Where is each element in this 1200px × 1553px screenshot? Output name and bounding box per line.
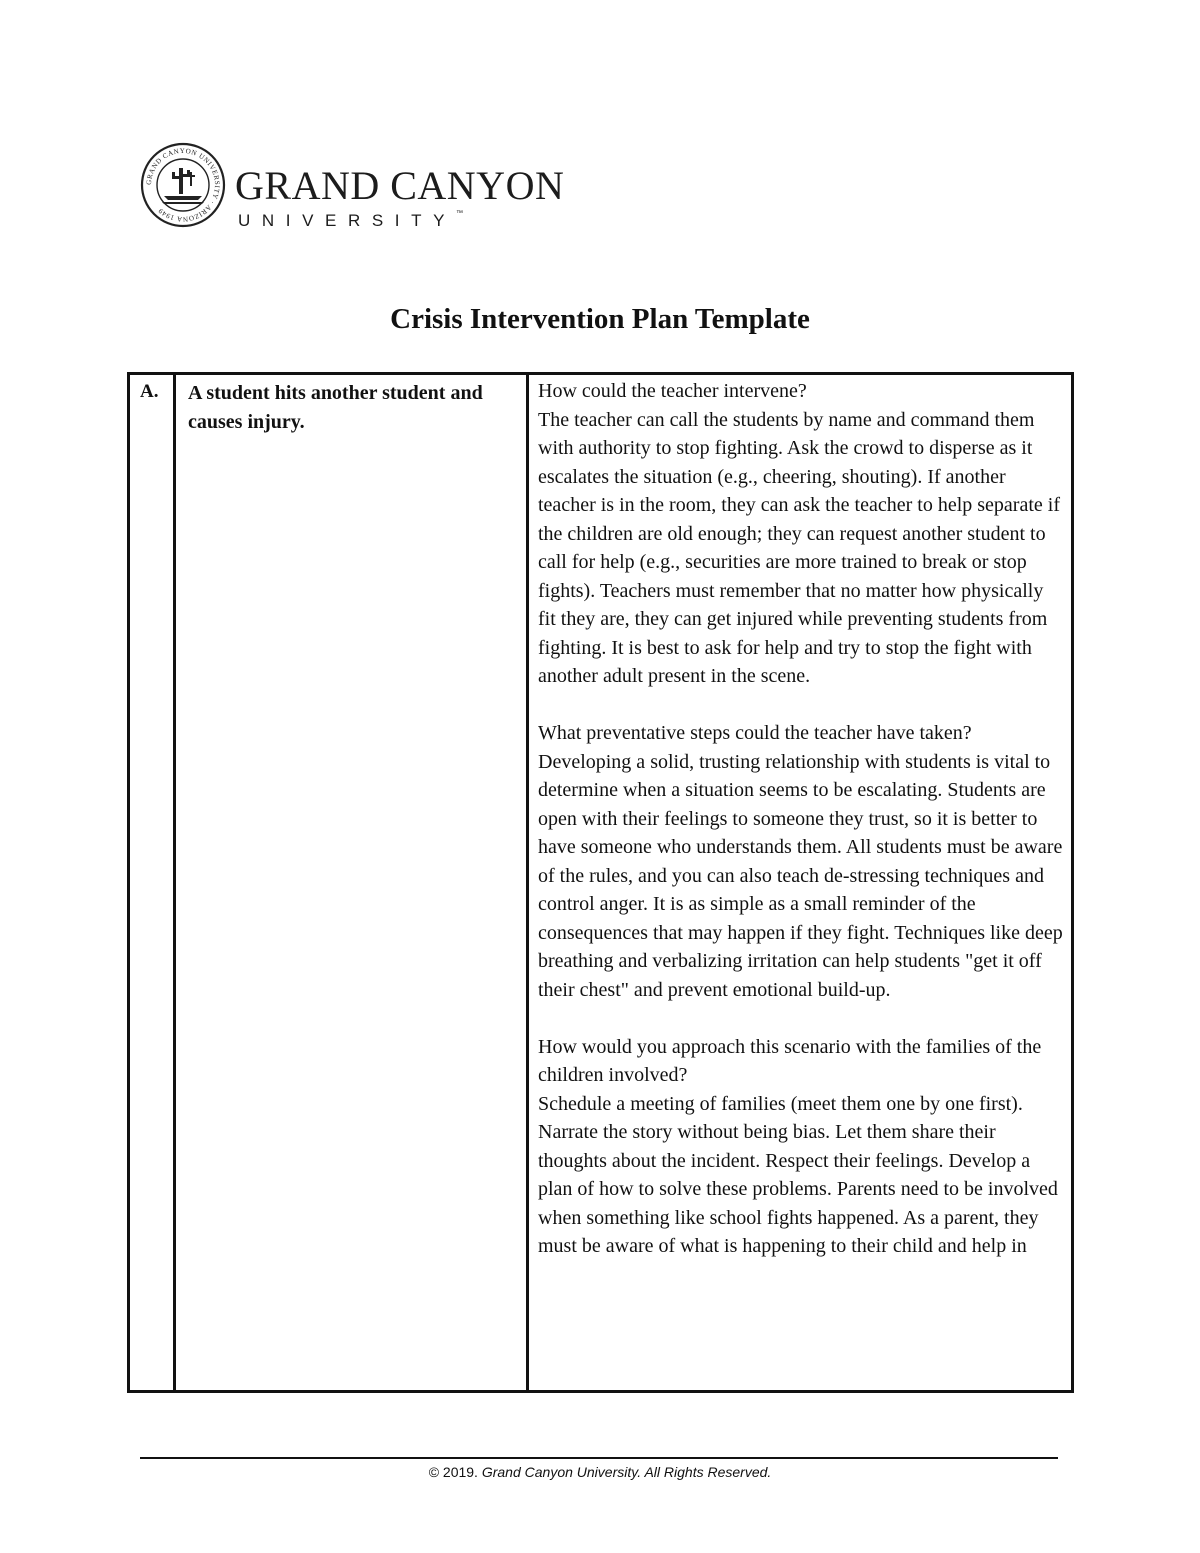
crisis-plan-table	[127, 372, 1074, 1393]
table-row	[129, 374, 1073, 1392]
response-cell	[528, 374, 1073, 1392]
document-title: Crisis Intervention Plan Template	[390, 303, 810, 335]
answer-intervene: The teacher can call the students by name and command them with authority to stop fighting. Ask the crowd to disperse as it escalates the situation (e.g., cheering, shouting). If another teacher is in the room, they can ask the teacher to help separate if the children are old enough; they can request another student to call for help (e.g., securities are more trained to break or stop fights). Teachers must remember that no matter how physically fit they are, they can get injured while preventing students from fighting. It is best to ask for help and try to stop the fight with another adult present in the scene.	[538, 408, 1060, 687]
question-preventative: What preventative steps could the teacher have taken?	[538, 722, 972, 744]
university-logo	[140, 142, 565, 232]
university-name: GRAND CANYON	[235, 163, 565, 208]
question-families: How would you approach this scenario with the families of the children involved?	[538, 1035, 1042, 1086]
question-intervene: How could the teacher intervene?	[538, 380, 807, 402]
scenario-text: A student hits another student and causes injury.	[188, 382, 483, 433]
answer-preventative: Developing a solid, trusting relationship with students is vital to determine when a situation seems to be escalating. Students are open with their feelings to someone they trust, so it is better to have someone who understands them. All students must be aware of the rules, and you can also teach de-stressing techniques and control anger. It is as simple as a small reminder of the consequences that may happen if they fight. Techniques like deep breathing and verbalizing irritation can help students "get it off their chest" and prevent emotional build-up.	[538, 750, 1063, 1001]
answer-families: Schedule a meeting of families (meet them one by one first). Narrate the story without being bias. Let them share their thoughts about the incident. Respect their feelings. Develop a plan of how to solve these problems. Parents need to be involved when something like school fights happened. As a parent, they must be aware of what is happening to their child and help in	[538, 1092, 1058, 1257]
footer-copyright: © 2019. Grand Canyon University. All Rights Reserved.	[428, 1464, 772, 1480]
row-letter: A.	[140, 381, 159, 402]
svg-text:GRAND CANYON UNIVERSITY · ARIZ: GRAND CANYON UNIVERSITY · ARIZONA 1949	[144, 146, 222, 224]
row-letter-cell	[129, 374, 175, 1392]
scenario-cell	[175, 374, 528, 1392]
university-subtitle: UNIVERSITY™	[238, 210, 464, 230]
footer-divider	[140, 1457, 1058, 1459]
university-seal-icon	[140, 142, 226, 228]
